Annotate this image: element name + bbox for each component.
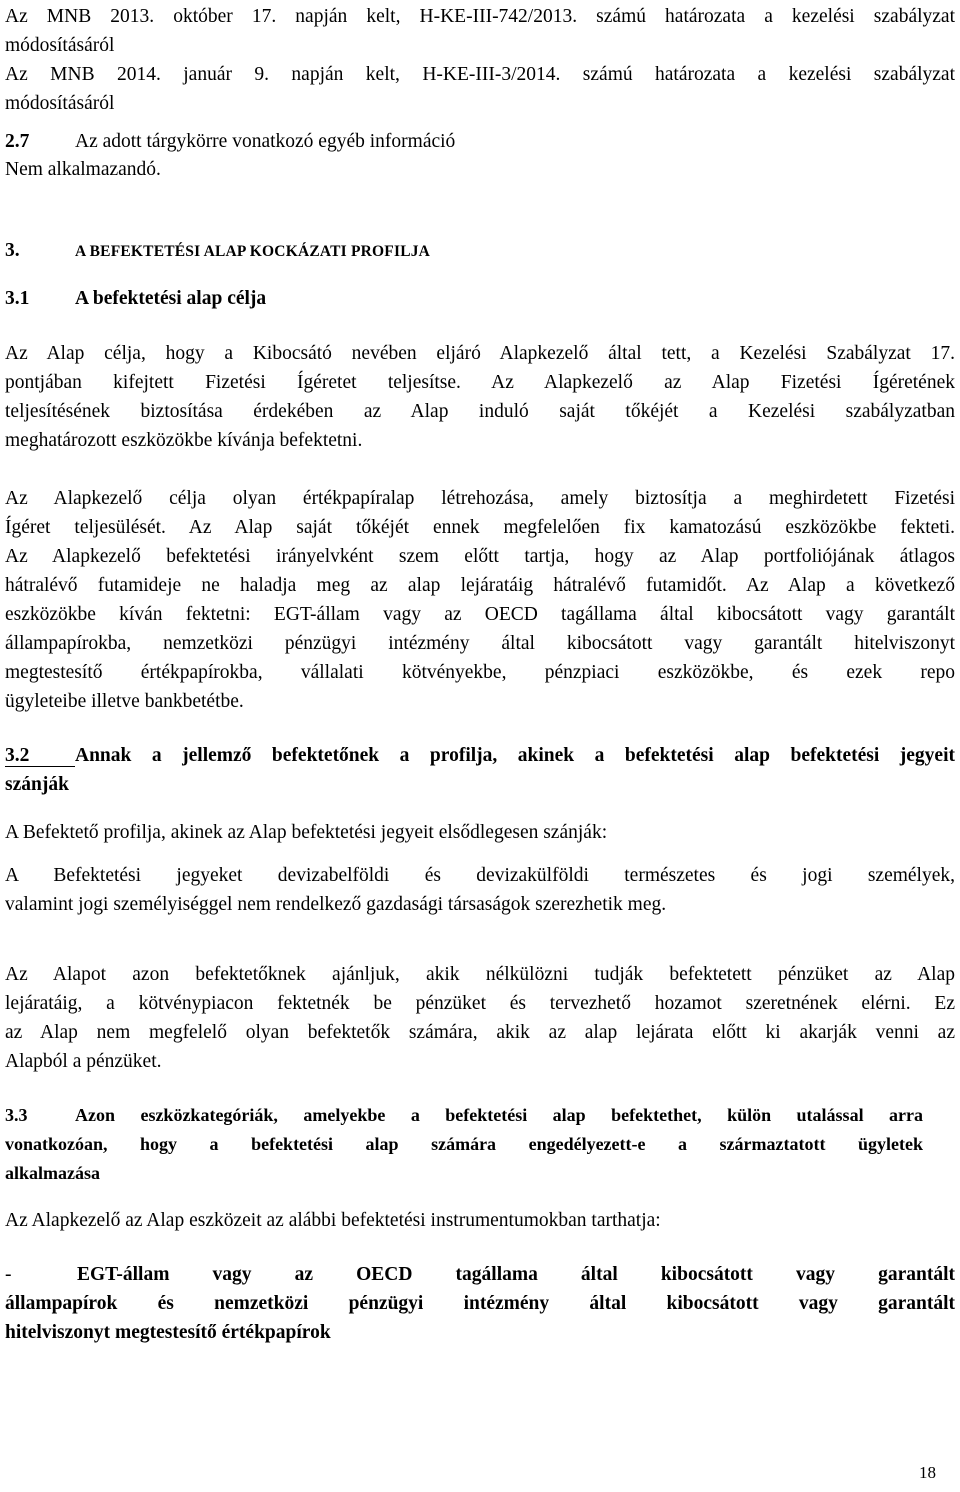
text-line: eszközökbe kíván fektetni: EGT-állam vagy az OECD tagállama által kibocsátott vagy garantált	[5, 604, 955, 625]
text-line: Alapból a pénzüket.	[5, 1051, 162, 1072]
section-number: 3.2	[5, 746, 75, 767]
text-line: Az Alapkezelő célja olyan értékpapíralap létrehozása, amely biztosítja a meghirdetett Fizetési	[5, 488, 955, 509]
text-line: módosításáról	[5, 93, 115, 114]
section-3-3-lead: Az Alapkezelő az Alap eszközeit az alábbi befektetési instrumentumokban tarthatja:	[5, 1210, 661, 1231]
section-heading-2-7	[5, 127, 455, 156]
section-heading-3	[5, 236, 430, 266]
section-3-1-paragraph-1	[5, 339, 955, 455]
bullet-dash: -	[5, 1264, 12, 1285]
bullet-line	[5, 1260, 955, 1289]
section-number: 3.1	[5, 288, 30, 309]
section-3-2-paragraph-2	[5, 960, 955, 1076]
section-title: Azon eszközkategóriák, amelyekbe a befektetési alap befektethet, külön utalással arra	[75, 1105, 923, 1125]
bullet-text: állampapírok és nemzetközi pénzügyi intézmény által kibocsátott vagy garantált	[5, 1293, 955, 1314]
text-line: meghatározott eszközökbe kívánja befektetni.	[5, 430, 363, 451]
section-number: 3.3	[5, 1105, 28, 1125]
text-line: módosításáról	[5, 35, 115, 56]
text-line: Az MNB 2014. január 9. napján kelt, H-KE-III-3/2014. számú határozata a kezelési szabályzat	[5, 64, 955, 85]
text-line: Az Alapkezelő befektetési irányelvként szem előtt tartja, hogy az Alap portfoliójának átlagos	[5, 546, 955, 567]
section-heading-3-3	[5, 1101, 923, 1188]
text-line: Az MNB 2013. október 17. napján kelt, H-KE-III-742/2013. számú határozata a kezelési szabályzat	[5, 6, 955, 27]
text-line: teljesítésének biztosítása érdekében az Alap induló saját tőkéjét a Kezelési szabályzatban	[5, 401, 955, 422]
section-heading-3-2	[5, 741, 955, 799]
section-2-7-text: Nem alkalmazandó.	[5, 159, 161, 180]
text-line: hátralévő futamideje ne haladja meg az alap lejáratáig hátralévő futamidőt. Az Alap a következő	[5, 575, 955, 596]
bullet-item	[5, 1260, 955, 1347]
text-line: az Alap nem megfelelő olyan befektetők számára, akik az alap lejárata előtt ki akarják venni az	[5, 1022, 955, 1043]
section-3-2-paragraph-1	[5, 861, 955, 919]
section-heading-3-1	[5, 284, 266, 313]
section-title: Annak a jellemző befektetőnek a profilja, akinek a befektetési alap befektetési jegyeit	[75, 745, 955, 766]
heading-line	[5, 741, 955, 770]
text-line: Az Alapot azon befektetőknek ajánljuk, akik nélkülözni tudják befektetett pénzüket az Alap	[5, 964, 955, 985]
text-line: állampapírokba, nemzetközi pénzügyi intézmény által kibocsátott vagy garantált hitelviszonyt	[5, 633, 955, 654]
bullet-text: EGT-állam vagy az OECD tagállama által kibocsátott vagy garantált	[77, 1264, 955, 1285]
intro-block	[5, 2, 955, 118]
section-title: A befektetési alap célja	[75, 288, 267, 309]
intro-paragraph-2	[5, 60, 955, 118]
section-title: alkalmazása	[5, 1163, 101, 1183]
text-line: pontjában kifejtett Fizetési Ígéretet teljesítse. Az Alapkezelő az Alap Fizetési Ígéretének	[5, 372, 955, 393]
section-title: A BEFEKTETÉSI ALAP KOCKÁZATI PROFILJA	[75, 243, 431, 260]
text-line: valamint jogi személyiséggel nem rendelkező gazdasági társaságok szerezhetik meg.	[5, 894, 667, 915]
text-line: megtestesítő értékpapírokba, vállalati kötvényekbe, pénzpiaci eszközökbe, és ezek repo	[5, 662, 955, 683]
text-line: A Befektetési jegyeket devizabelföldi és devizakülföldi természetes és jogi személyek,	[5, 865, 955, 886]
section-number: 3.	[5, 240, 20, 261]
section-title: Az adott tárgykörre vonatkozó egyéb információ	[75, 131, 456, 152]
bullet-text: hitelviszonyt megtestesítő értékpapírok	[5, 1322, 331, 1343]
text-line: Ígéret teljesülését. Az Alap saját tőkéjét ennek megfelelően fix kamatozású eszközökbe fekteti.	[5, 517, 955, 538]
section-number: 2.7	[5, 131, 30, 152]
text-line: lejáratáig, a kötvénypiacon fektetnék be pénzüket és tervezhető hozamot szeretnének elérni. Ez	[5, 993, 955, 1014]
text-line: Az Alap célja, hogy a Kibocsátó nevében eljáró Alapkezelő által tett, a Kezelési Szabályzat 17.	[5, 343, 955, 364]
section-title: vonatkozóan, hogy a befektetési alap számára engedélyezett-e a származtatott ügyletek	[5, 1134, 923, 1154]
section-3-2-lead: A Befektető profilja, akinek az Alap befektetési jegyeit elsődlegesen szánják:	[5, 822, 608, 843]
intro-paragraph-1	[5, 2, 955, 60]
page-number: 18	[919, 1463, 936, 1482]
section-title: szánják	[5, 774, 69, 795]
section-3-1-paragraph-2	[5, 484, 955, 716]
heading-line	[5, 1101, 923, 1130]
text-line: ügyleteibe illetve bankbetétbe.	[5, 691, 244, 712]
